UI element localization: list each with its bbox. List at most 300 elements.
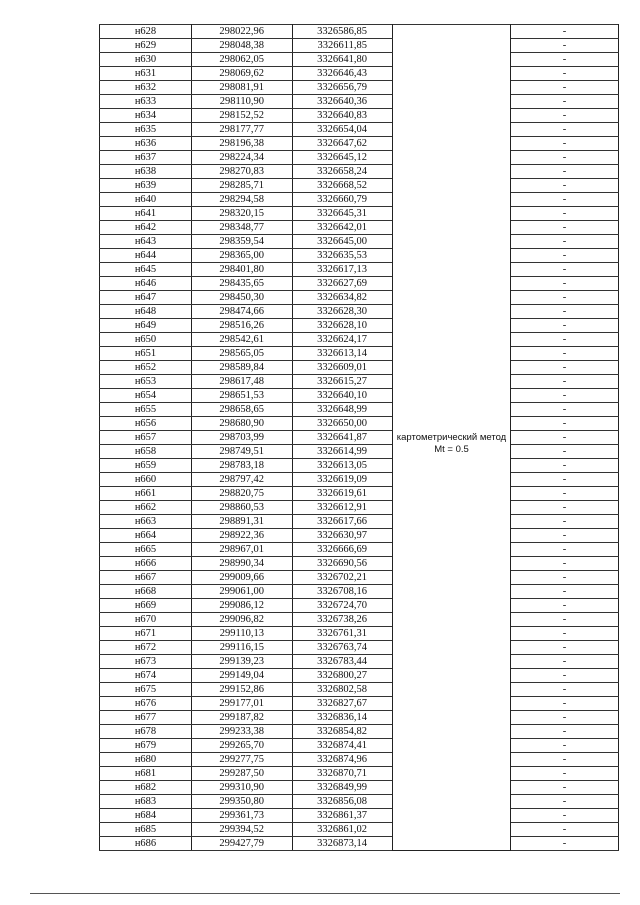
table-row: [100, 53, 619, 67]
point-number-cell: н633: [100, 95, 192, 109]
y-coordinate-cell: 3326617,13: [293, 263, 393, 277]
accuracy-mark-cell: -: [511, 347, 619, 361]
accuracy-mark-cell: -: [511, 487, 619, 501]
y-coordinate-cell: 3326634,82: [293, 291, 393, 305]
point-number-cell: н636: [100, 137, 192, 151]
table-row: [100, 137, 619, 151]
table-row: [100, 781, 619, 795]
point-number-cell: н637: [100, 151, 192, 165]
point-number-cell: н675: [100, 683, 192, 697]
x-coordinate-cell: 298320,15: [192, 207, 293, 221]
x-coordinate-cell: 298152,52: [192, 109, 293, 123]
y-coordinate-cell: 3326783,44: [293, 655, 393, 669]
accuracy-mark-cell: -: [511, 81, 619, 95]
y-coordinate-cell: 3326640,10: [293, 389, 393, 403]
accuracy-mark-cell: -: [511, 417, 619, 431]
x-coordinate-cell: 298359,54: [192, 235, 293, 249]
table-row: [100, 221, 619, 235]
table-row: [100, 627, 619, 641]
x-coordinate-cell: 298022,96: [192, 25, 293, 39]
table-row: [100, 697, 619, 711]
table-row: [100, 669, 619, 683]
y-coordinate-cell: 3326619,09: [293, 473, 393, 487]
accuracy-mark-cell: -: [511, 53, 619, 67]
point-number-cell: н679: [100, 739, 192, 753]
x-coordinate-cell: 298081,91: [192, 81, 293, 95]
x-coordinate-cell: 298270,83: [192, 165, 293, 179]
table-row: [100, 39, 619, 53]
accuracy-mark-cell: -: [511, 291, 619, 305]
point-number-cell: н683: [100, 795, 192, 809]
point-number-cell: н663: [100, 515, 192, 529]
y-coordinate-cell: 3326870,71: [293, 767, 393, 781]
y-coordinate-cell: 3326641,80: [293, 53, 393, 67]
point-number-cell: н672: [100, 641, 192, 655]
x-coordinate-cell: 298891,31: [192, 515, 293, 529]
table-row: [100, 81, 619, 95]
accuracy-mark-cell: -: [511, 137, 619, 151]
x-coordinate-cell: 299096,82: [192, 613, 293, 627]
accuracy-mark-cell: -: [511, 277, 619, 291]
accuracy-mark-cell: -: [511, 263, 619, 277]
x-coordinate-cell: 298365,00: [192, 249, 293, 263]
point-number-cell: н662: [100, 501, 192, 515]
accuracy-mark-cell: -: [511, 375, 619, 389]
y-coordinate-cell: 3326802,58: [293, 683, 393, 697]
x-coordinate-cell: 298749,51: [192, 445, 293, 459]
x-coordinate-cell: 299061,00: [192, 585, 293, 599]
point-number-cell: н651: [100, 347, 192, 361]
table-row: [100, 571, 619, 585]
x-coordinate-cell: 298542,61: [192, 333, 293, 347]
point-number-cell: н671: [100, 627, 192, 641]
table-row: [100, 123, 619, 137]
x-coordinate-cell: 299152,86: [192, 683, 293, 697]
accuracy-mark-cell: -: [511, 473, 619, 487]
y-coordinate-cell: 3326854,82: [293, 725, 393, 739]
x-coordinate-cell: 299149,04: [192, 669, 293, 683]
x-coordinate-cell: 299187,82: [192, 711, 293, 725]
x-coordinate-cell: 298860,53: [192, 501, 293, 515]
y-coordinate-cell: 3326836,14: [293, 711, 393, 725]
x-coordinate-cell: 298990,34: [192, 557, 293, 571]
point-number-cell: н646: [100, 277, 192, 291]
table-row: [100, 25, 619, 39]
point-number-cell: н632: [100, 81, 192, 95]
accuracy-mark-cell: -: [511, 67, 619, 81]
y-coordinate-cell: 3326648,99: [293, 403, 393, 417]
y-coordinate-cell: 3326874,41: [293, 739, 393, 753]
accuracy-mark-cell: -: [511, 823, 619, 837]
x-coordinate-cell: 298922,36: [192, 529, 293, 543]
y-coordinate-cell: 3326690,56: [293, 557, 393, 571]
x-coordinate-cell: 299086,12: [192, 599, 293, 613]
y-coordinate-cell: 3326861,37: [293, 809, 393, 823]
accuracy-mark-cell: -: [511, 669, 619, 683]
y-coordinate-cell: 3326647,62: [293, 137, 393, 151]
accuracy-mark-cell: -: [511, 753, 619, 767]
table-row: [100, 473, 619, 487]
y-coordinate-cell: 3326874,96: [293, 753, 393, 767]
x-coordinate-cell: 299287,50: [192, 767, 293, 781]
table-row: [100, 711, 619, 725]
accuracy-mark-cell: -: [511, 361, 619, 375]
y-coordinate-cell: 3326645,31: [293, 207, 393, 221]
x-coordinate-cell: 299310,90: [192, 781, 293, 795]
point-number-cell: н658: [100, 445, 192, 459]
table-row: [100, 543, 619, 557]
table-row: [100, 249, 619, 263]
y-coordinate-cell: 3326660,79: [293, 193, 393, 207]
table-row: [100, 333, 619, 347]
accuracy-mark-cell: -: [511, 403, 619, 417]
y-coordinate-cell: 3326612,91: [293, 501, 393, 515]
x-coordinate-cell: 298617,48: [192, 375, 293, 389]
point-number-cell: н684: [100, 809, 192, 823]
accuracy-mark-cell: -: [511, 109, 619, 123]
x-coordinate-cell: 298703,99: [192, 431, 293, 445]
table-row: [100, 165, 619, 179]
accuracy-mark-cell: -: [511, 319, 619, 333]
table-row: [100, 809, 619, 823]
x-coordinate-cell: 298680,90: [192, 417, 293, 431]
table-row: [100, 501, 619, 515]
point-number-cell: н678: [100, 725, 192, 739]
x-coordinate-cell: 298435,65: [192, 277, 293, 291]
point-number-cell: н669: [100, 599, 192, 613]
y-coordinate-cell: 3326666,69: [293, 543, 393, 557]
y-coordinate-cell: 3326646,43: [293, 67, 393, 81]
x-coordinate-cell: 298294,58: [192, 193, 293, 207]
point-number-cell: н664: [100, 529, 192, 543]
point-number-cell: н645: [100, 263, 192, 277]
table-row: [100, 277, 619, 291]
table-row: [100, 641, 619, 655]
point-number-cell: н648: [100, 305, 192, 319]
table-row: [100, 837, 619, 851]
point-number-cell: н629: [100, 39, 192, 53]
point-number-cell: н666: [100, 557, 192, 571]
x-coordinate-cell: 299139,23: [192, 655, 293, 669]
y-coordinate-cell: 3326656,79: [293, 81, 393, 95]
point-number-cell: н682: [100, 781, 192, 795]
point-number-cell: н667: [100, 571, 192, 585]
x-coordinate-cell: 298196,38: [192, 137, 293, 151]
point-number-cell: н644: [100, 249, 192, 263]
accuracy-mark-cell: -: [511, 739, 619, 753]
y-coordinate-cell: 3326724,70: [293, 599, 393, 613]
point-number-cell: н656: [100, 417, 192, 431]
point-number-cell: н686: [100, 837, 192, 851]
point-number-cell: н661: [100, 487, 192, 501]
y-coordinate-cell: 3326668,52: [293, 179, 393, 193]
point-number-cell: н653: [100, 375, 192, 389]
point-number-cell: н676: [100, 697, 192, 711]
x-coordinate-cell: 298401,80: [192, 263, 293, 277]
table-row: [100, 193, 619, 207]
x-coordinate-cell: 298797,42: [192, 473, 293, 487]
y-coordinate-cell: 3326628,10: [293, 319, 393, 333]
y-coordinate-cell: 3326849,99: [293, 781, 393, 795]
y-coordinate-cell: 3326761,31: [293, 627, 393, 641]
y-coordinate-cell: 3326617,66: [293, 515, 393, 529]
accuracy-mark-cell: -: [511, 95, 619, 109]
x-coordinate-cell: 299110,13: [192, 627, 293, 641]
x-coordinate-cell: 299277,75: [192, 753, 293, 767]
accuracy-mark-cell: -: [511, 627, 619, 641]
table-row: [100, 739, 619, 753]
accuracy-mark-cell: -: [511, 529, 619, 543]
point-number-cell: н670: [100, 613, 192, 627]
table-row: [100, 445, 619, 459]
accuracy-mark-cell: -: [511, 837, 619, 851]
y-coordinate-cell: 3326611,85: [293, 39, 393, 53]
table-row: [100, 347, 619, 361]
y-coordinate-cell: 3326619,61: [293, 487, 393, 501]
table-row: [100, 389, 619, 403]
x-coordinate-cell: 299009,66: [192, 571, 293, 585]
y-coordinate-cell: 3326827,67: [293, 697, 393, 711]
y-coordinate-cell: 3326628,30: [293, 305, 393, 319]
accuracy-mark-cell: -: [511, 557, 619, 571]
x-coordinate-cell: 299427,79: [192, 837, 293, 851]
point-number-cell: н668: [100, 585, 192, 599]
table-row: [100, 305, 619, 319]
y-coordinate-cell: 3326640,36: [293, 95, 393, 109]
y-coordinate-cell: 3326640,83: [293, 109, 393, 123]
method-cell: картометрический метод Mt = 0.5: [393, 39, 511, 851]
x-coordinate-cell: 299350,80: [192, 795, 293, 809]
point-number-cell: н647: [100, 291, 192, 305]
y-coordinate-cell: 3326624,17: [293, 333, 393, 347]
x-coordinate-cell: 298450,30: [192, 291, 293, 305]
accuracy-mark-cell: -: [511, 333, 619, 347]
accuracy-mark-cell: -: [511, 543, 619, 557]
accuracy-mark-cell: -: [511, 641, 619, 655]
x-coordinate-cell: 299116,15: [192, 641, 293, 655]
point-number-cell: н638: [100, 165, 192, 179]
accuracy-mark-cell: -: [511, 501, 619, 515]
table-row: [100, 361, 619, 375]
point-number-cell: н674: [100, 669, 192, 683]
accuracy-mark-cell: -: [511, 571, 619, 585]
x-coordinate-cell: 298110,90: [192, 95, 293, 109]
point-number-cell: н631: [100, 67, 192, 81]
point-number-cell: н654: [100, 389, 192, 403]
point-number-cell: н642: [100, 221, 192, 235]
table-row: [100, 683, 619, 697]
y-coordinate-cell: 3326738,26: [293, 613, 393, 627]
y-coordinate-cell: 3326586,85: [293, 25, 393, 39]
y-coordinate-cell: 3326861,02: [293, 823, 393, 837]
x-coordinate-cell: 298474,66: [192, 305, 293, 319]
point-number-cell: н649: [100, 319, 192, 333]
y-coordinate-cell: 3326635,53: [293, 249, 393, 263]
coordinates-table-body: [100, 25, 619, 851]
y-coordinate-cell: 3326613,05: [293, 459, 393, 473]
y-coordinate-cell: 3326613,14: [293, 347, 393, 361]
x-coordinate-cell: 299265,70: [192, 739, 293, 753]
y-coordinate-cell: 3326800,27: [293, 669, 393, 683]
accuracy-mark-cell: -: [511, 165, 619, 179]
page-footer-rule: [30, 893, 620, 894]
table-row: [100, 655, 619, 669]
point-number-cell: н640: [100, 193, 192, 207]
table-row: [100, 403, 619, 417]
accuracy-mark-cell: -: [511, 123, 619, 137]
table-row: [100, 459, 619, 473]
point-number-cell: н685: [100, 823, 192, 837]
accuracy-mark-cell: -: [511, 207, 619, 221]
y-coordinate-cell: 3326654,04: [293, 123, 393, 137]
y-coordinate-cell: 3326642,01: [293, 221, 393, 235]
table-row: [100, 529, 619, 543]
point-number-cell: н659: [100, 459, 192, 473]
y-coordinate-cell: 3326645,00: [293, 235, 393, 249]
table-row: [100, 599, 619, 613]
x-coordinate-cell: 298589,84: [192, 361, 293, 375]
accuracy-mark-cell: -: [511, 795, 619, 809]
table-row: [100, 291, 619, 305]
table-row: [100, 753, 619, 767]
y-coordinate-cell: 3326609,01: [293, 361, 393, 375]
y-coordinate-cell: 3326763,74: [293, 641, 393, 655]
accuracy-mark-cell: -: [511, 305, 619, 319]
y-coordinate-cell: 3326702,21: [293, 571, 393, 585]
accuracy-mark-cell: -: [511, 249, 619, 263]
table-row: [100, 179, 619, 193]
point-number-cell: н660: [100, 473, 192, 487]
accuracy-mark-cell: -: [511, 809, 619, 823]
accuracy-mark-cell: -: [511, 599, 619, 613]
accuracy-mark-cell: -: [511, 221, 619, 235]
table-row: [100, 725, 619, 739]
point-number-cell: н641: [100, 207, 192, 221]
y-coordinate-cell: 3326641,87: [293, 431, 393, 445]
table-row: [100, 207, 619, 221]
x-coordinate-cell: 298285,71: [192, 179, 293, 193]
table-row: [100, 795, 619, 809]
accuracy-mark-cell: -: [511, 697, 619, 711]
accuracy-mark-cell: -: [511, 515, 619, 529]
point-number-cell: н650: [100, 333, 192, 347]
table-row: [100, 151, 619, 165]
table-row: [100, 431, 619, 445]
x-coordinate-cell: 299233,38: [192, 725, 293, 739]
table-row: [100, 417, 619, 431]
accuracy-mark-cell: -: [511, 235, 619, 249]
y-coordinate-cell: 3326708,16: [293, 585, 393, 599]
x-coordinate-cell: 299177,01: [192, 697, 293, 711]
accuracy-mark-cell: -: [511, 725, 619, 739]
x-coordinate-cell: 298069,62: [192, 67, 293, 81]
y-coordinate-cell: 3326614,99: [293, 445, 393, 459]
point-number-cell: н681: [100, 767, 192, 781]
accuracy-mark-cell: -: [511, 389, 619, 403]
accuracy-mark-cell: -: [511, 711, 619, 725]
x-coordinate-cell: 298177,77: [192, 123, 293, 137]
table-row: [100, 235, 619, 249]
table-row: [100, 613, 619, 627]
accuracy-mark-cell: -: [511, 25, 619, 39]
y-coordinate-cell: 3326615,27: [293, 375, 393, 389]
accuracy-mark-cell: -: [511, 179, 619, 193]
accuracy-mark-cell: -: [511, 151, 619, 165]
point-number-cell: н655: [100, 403, 192, 417]
table-row: [100, 823, 619, 837]
point-number-cell: н628: [100, 25, 192, 39]
x-coordinate-cell: 299394,52: [192, 823, 293, 837]
point-number-cell: н665: [100, 543, 192, 557]
x-coordinate-cell: 298651,53: [192, 389, 293, 403]
accuracy-mark-cell: -: [511, 39, 619, 53]
y-coordinate-cell: 3326873,14: [293, 837, 393, 851]
x-coordinate-cell: 298048,38: [192, 39, 293, 53]
x-coordinate-cell: 298783,18: [192, 459, 293, 473]
table-row: [100, 585, 619, 599]
point-number-cell: н643: [100, 235, 192, 249]
y-coordinate-cell: 3326627,69: [293, 277, 393, 291]
table-row: [100, 319, 619, 333]
accuracy-mark-cell: -: [511, 655, 619, 669]
x-coordinate-cell: 298348,77: [192, 221, 293, 235]
accuracy-mark-cell: -: [511, 445, 619, 459]
y-coordinate-cell: 3326650,00: [293, 417, 393, 431]
point-number-cell: н634: [100, 109, 192, 123]
accuracy-mark-cell: -: [511, 613, 619, 627]
y-coordinate-cell: 3326856,08: [293, 795, 393, 809]
table-row: [100, 767, 619, 781]
x-coordinate-cell: 298516,26: [192, 319, 293, 333]
table-row: [100, 67, 619, 81]
accuracy-mark-cell: -: [511, 193, 619, 207]
accuracy-mark-cell: -: [511, 585, 619, 599]
x-coordinate-cell: 298820,75: [192, 487, 293, 501]
y-coordinate-cell: 3326630,97: [293, 529, 393, 543]
y-coordinate-cell: 3326658,24: [293, 165, 393, 179]
table-row: [100, 109, 619, 123]
method-cell-top: [393, 25, 511, 39]
table-row: [100, 95, 619, 109]
point-number-cell: н630: [100, 53, 192, 67]
x-coordinate-cell: 298967,01: [192, 543, 293, 557]
point-number-cell: н639: [100, 179, 192, 193]
x-coordinate-cell: 298658,65: [192, 403, 293, 417]
table-row: [100, 375, 619, 389]
point-number-cell: н652: [100, 361, 192, 375]
x-coordinate-cell: 298224,34: [192, 151, 293, 165]
y-coordinate-cell: 3326645,12: [293, 151, 393, 165]
table-row: [100, 487, 619, 501]
point-number-cell: н680: [100, 753, 192, 767]
table-row: [100, 515, 619, 529]
table-row: [100, 557, 619, 571]
point-number-cell: н673: [100, 655, 192, 669]
x-coordinate-cell: 298565,05: [192, 347, 293, 361]
x-coordinate-cell: 299361,73: [192, 809, 293, 823]
accuracy-mark-cell: -: [511, 781, 619, 795]
point-number-cell: н657: [100, 431, 192, 445]
x-coordinate-cell: 298062,05: [192, 53, 293, 67]
table-row: [100, 263, 619, 277]
accuracy-mark-cell: -: [511, 431, 619, 445]
point-number-cell: н635: [100, 123, 192, 137]
point-number-cell: н677: [100, 711, 192, 725]
accuracy-mark-cell: -: [511, 683, 619, 697]
accuracy-mark-cell: -: [511, 459, 619, 473]
coordinates-table: [99, 24, 619, 851]
accuracy-mark-cell: -: [511, 767, 619, 781]
